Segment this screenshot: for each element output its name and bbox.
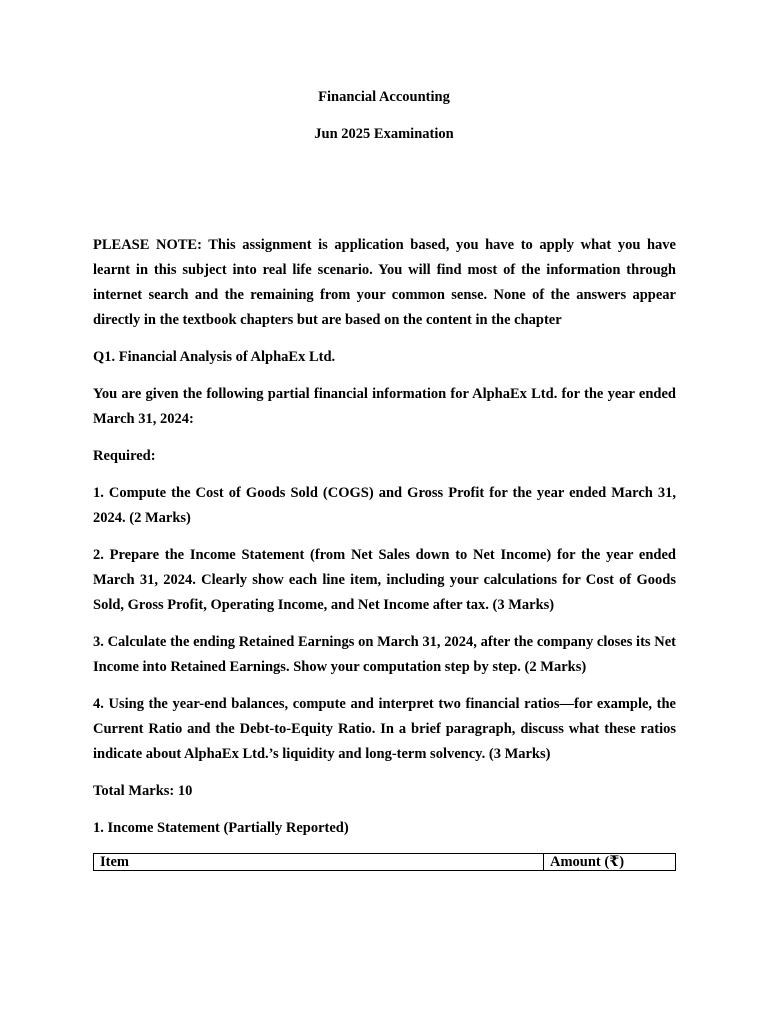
task-3: 3. Calculate the ending Retained Earnings on March 31, 2024, after the company closes its Net Income into Retained Earnings. Show your computation step by step. (2 Marks)	[93, 634, 676, 675]
intro-paragraph: You are given the following partial financial information for AlphaEx Ltd. for the year ended March 31, 2024:	[93, 386, 676, 427]
income-statement-table	[93, 853, 676, 871]
document-body	[93, 233, 676, 871]
column-header-item: Item	[94, 854, 544, 871]
section-heading: 1. Income Statement (Partially Reported)	[93, 820, 349, 836]
question-title: Q1. Financial Analysis of AlphaEx Ltd.	[93, 349, 336, 365]
required-label: Required:	[93, 448, 156, 464]
task-2: 2. Prepare the Income Statement (from Net Sales down to Net Income) for the year ended March 31, 2024. Clearly show each line item, including your calculations for Cost of Goods Sold, Gross Profit, Operating Income, and Net Income after tax. (3 Marks)	[93, 547, 676, 613]
please-note-paragraph: PLEASE NOTE: This assignment is application based, you have to apply what you have learnt in this subject into real life scenario. You will find most of the information through internet search and the remaining from your common sense. None of the answers appear directly in the textbook chapters but are based on the content in the chapter	[93, 237, 676, 328]
task-4: 4. Using the year-end balances, compute and interpret two financial ratios—for example, the Current Ratio and the Debt-to-Equity Ratio. In a brief paragraph, discuss what these ratios indicate about AlphaEx Ltd.’s liquidity and long-term solvency. (3 Marks)	[93, 696, 676, 762]
course-title: Financial Accounting	[318, 89, 450, 105]
table-header-row	[94, 854, 676, 871]
total-marks: Total Marks: 10	[93, 783, 193, 799]
task-1: 1. Compute the Cost of Goods Sold (COGS) and Gross Profit for the year ended March 31, 2024. (2 Marks)	[93, 485, 676, 526]
column-header-amount: Amount (₹)	[544, 854, 676, 871]
exam-title: Jun 2025 Examination	[314, 126, 454, 142]
